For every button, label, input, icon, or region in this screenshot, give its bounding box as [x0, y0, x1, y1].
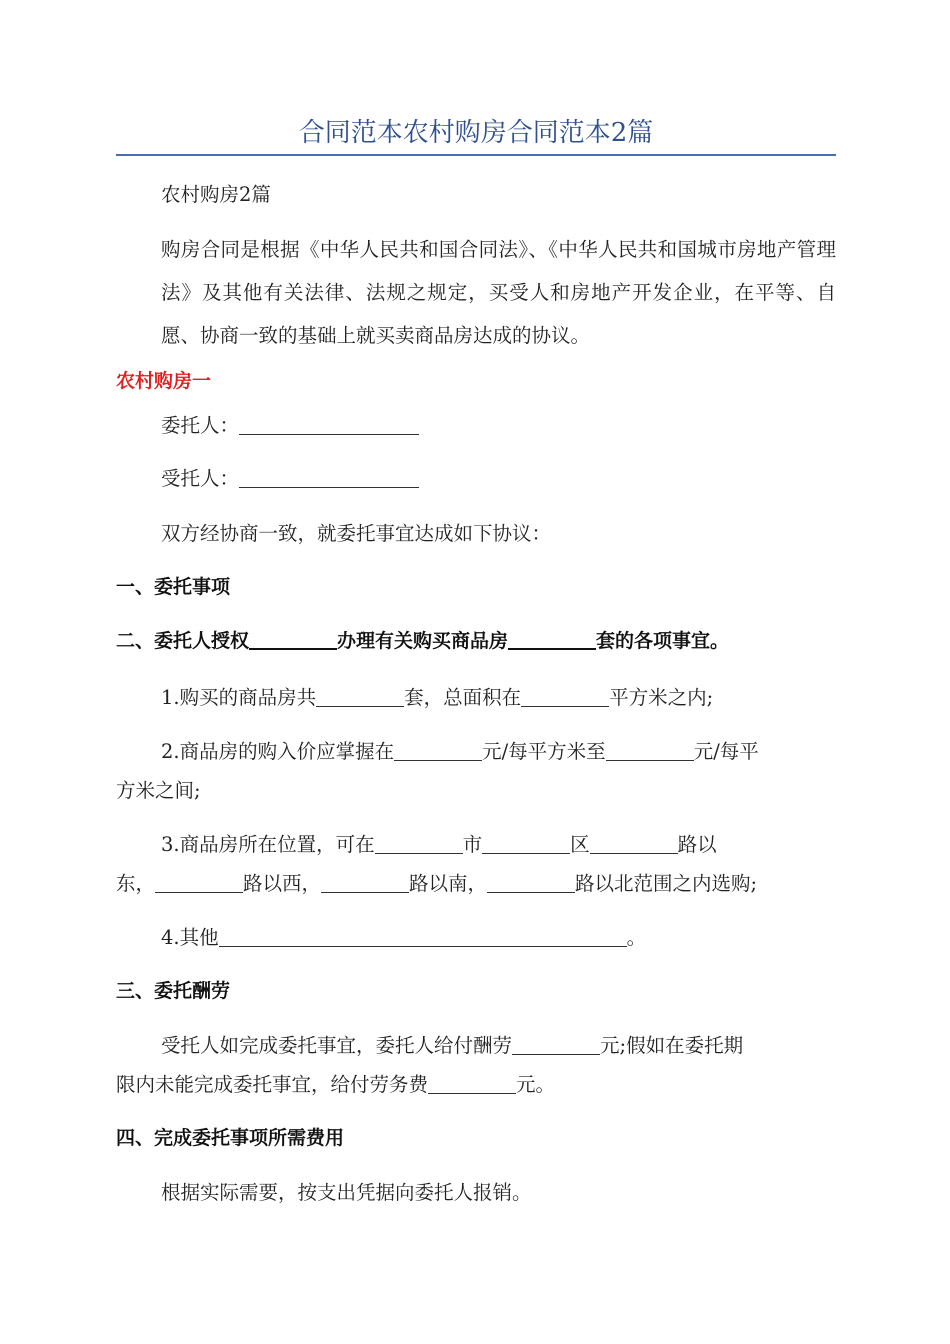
item-4-text-a: 4.其他	[161, 926, 219, 949]
item-2-max-price-blank	[606, 738, 694, 761]
item-1-text-c: 平方米之内;	[609, 686, 714, 709]
item-2-min-price-blank	[394, 738, 482, 761]
document-title: 合同范本农村购房合同范本2篇	[298, 118, 654, 148]
agent-label: 受托人：	[161, 467, 240, 490]
item-2-text-b: 元/每平方米至	[482, 740, 606, 763]
item-3-text-a: 3.商品房所在位置，可在	[161, 833, 375, 856]
item-2-line-2: 方米之间;	[116, 779, 201, 802]
item-4-other-blank	[219, 924, 627, 947]
item-3-west-road-blank	[155, 870, 243, 893]
title-underline	[116, 154, 836, 156]
principal-blank	[239, 412, 419, 435]
item-3-east-road-blank	[590, 831, 678, 854]
fee-text-a: 受托人如完成委托事宜，委托人给付酬劳	[161, 1034, 513, 1057]
authorization-text-a: 二、委托人授权	[116, 630, 250, 652]
authorization-text-b: 办理有关购买商品房	[337, 630, 509, 652]
item-3-text-c: 区	[570, 833, 590, 856]
item-2-text-c: 元/每平	[693, 740, 759, 763]
item-4-text-b: 。	[626, 926, 647, 949]
agent-line	[116, 457, 836, 500]
principal-label: 委托人：	[161, 414, 240, 437]
item-3-line-1	[116, 823, 836, 866]
intro-paragraph: 购房合同是根据《中华人民共和国合同法》、《中华人民共和国城市房地产管理法》及其他有关法律、法规之规定，买受人和房地产开发企业，在平等、自愿、协商一致的基础上就买卖商品房达成的协议。	[161, 238, 836, 347]
item-3-text-e: 东，	[116, 872, 156, 895]
document-page	[116, 0, 836, 1344]
authorization-text-c: 套的各项事宜。	[596, 630, 730, 652]
item-2-text-a: 2.商品房的购入价应掌握在	[161, 740, 395, 763]
item-4	[116, 916, 836, 959]
item-3-text-f: 路以西，	[243, 872, 322, 895]
principal-line	[116, 404, 836, 447]
item-3-city-blank	[375, 831, 463, 854]
fee-line-1	[116, 1024, 836, 1067]
heading-remuneration: 三、委托酬劳	[116, 980, 231, 1002]
labor-fee-blank	[428, 1071, 516, 1094]
item-1-text-b: 套，总面积在	[404, 686, 522, 709]
item-1-area-blank	[521, 684, 609, 707]
authorized-person-blank	[249, 626, 337, 650]
heading-authorization	[116, 620, 836, 663]
item-3-text-g: 路以南，	[409, 872, 488, 895]
subtitle: 农村购房2篇	[161, 183, 271, 206]
item-3-north-road-blank	[487, 870, 575, 893]
heading-entrusted-matters: 一、委托事项	[116, 576, 231, 598]
heading-expenses: 四、完成委托事项所需费用	[116, 1127, 345, 1149]
unit-count-blank	[508, 626, 596, 650]
agreement-line: 双方经协商一致，就委托事宜达成如下协议：	[161, 522, 552, 545]
fee-amount-blank	[512, 1032, 600, 1055]
item-1	[116, 676, 836, 719]
item-1-units-blank	[316, 684, 404, 707]
fee-text-b: 元;假如在委托期	[600, 1034, 744, 1057]
item-3-line-2	[116, 862, 836, 905]
fee-text-c: 限内未能完成委托事宜，给付劳务费	[116, 1073, 429, 1096]
section-heading-one: 农村购房一	[116, 370, 212, 392]
item-3-text-h: 路以北范围之内选购;	[575, 872, 758, 895]
item-3-text-d: 路以	[677, 833, 717, 856]
item-2-line-1	[116, 730, 836, 773]
item-1-text-a: 1.购买的商品房共	[161, 686, 317, 709]
reimburse-line: 根据实际需要，按支出凭据向委托人报销。	[161, 1181, 532, 1204]
item-3-district-blank	[482, 831, 570, 854]
item-3-text-b: 市	[462, 833, 483, 856]
fee-text-d: 元。	[516, 1073, 556, 1096]
fee-line-2	[116, 1063, 836, 1106]
agent-blank	[239, 465, 419, 488]
item-3-south-road-blank	[321, 870, 409, 893]
